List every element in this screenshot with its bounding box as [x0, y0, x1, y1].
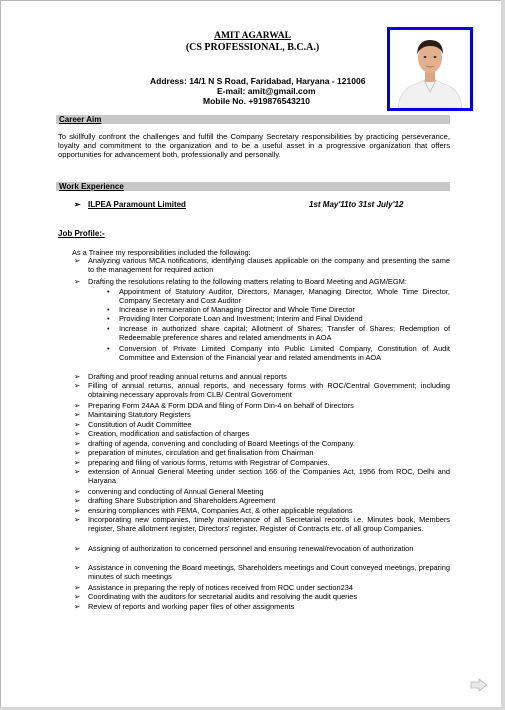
- dot-bullet-icon: •: [107, 314, 110, 323]
- sub-list-item: • Appointment of Statutory Auditor, Directors, Manager, Managing Director, Whole Time Director, Company Secretary and Cost Auditor: [107, 287, 450, 305]
- arrow-bullet-icon: ➢: [74, 487, 81, 496]
- arrow-bullet-icon: ➢: [74, 515, 81, 524]
- arrow-bullet-icon: ➢: [74, 410, 81, 419]
- arrow-bullet-icon: ➢: [74, 429, 81, 438]
- arrow-bullet-icon: ➢: [74, 467, 81, 476]
- list-item: ➢ Drafting the resolutions relating to the following matters relating to Board Meeting and AGM/EGM:: [74, 277, 407, 286]
- dot-bullet-icon: •: [107, 344, 110, 353]
- page-shadow-right: [501, 0, 505, 710]
- email-line: E-mail: amit@gmail.com: [217, 86, 316, 96]
- dot-bullet-icon: •: [107, 324, 110, 333]
- arrow-bullet-icon: ➢: [74, 256, 81, 265]
- employment-dates: 1st May'11to 31st July'12: [309, 200, 404, 209]
- list-item: ➢ Analyzing various MCA notifications, identifying clauses applicable on the company and presenting the same to the management for required action: [74, 256, 450, 274]
- company-name: ILPEA Paramount Limited: [88, 200, 186, 209]
- career-aim-heading: Career Aim: [59, 115, 102, 124]
- arrow-bullet-icon: ➢: [74, 544, 81, 553]
- arrow-bullet-icon: ➢: [74, 506, 81, 515]
- arrow-bullet-icon: ➢: [74, 592, 81, 601]
- job-profile-intro: As a Trainee my responsibilities included the following:: [72, 248, 251, 257]
- list-item: ➢ Maintaining Statutory Registers: [74, 410, 191, 419]
- list-item: ➢ Assigning of authorization to concerned personnel and ensuring renewal/revocation of authorization: [74, 544, 414, 553]
- arrow-bullet-icon: ➢: [74, 277, 81, 286]
- arrow-bullet-icon: ➢: [74, 200, 81, 209]
- list-item: ➢ preparing and filing of various forms, returns with Registrar of Companies.: [74, 458, 330, 467]
- arrow-bullet-icon: ➢: [74, 563, 81, 572]
- list-item: ➢ convening and conducting of Annual General Meeting: [74, 487, 264, 496]
- list-item: ➢ Assistance in convening the Board meetings, Shareholders meetings and Court conveyed meetings, preparing minutes of such meetings: [74, 563, 450, 581]
- mobile-line: Mobile No. +919876543210: [203, 96, 311, 106]
- list-item: ➢ extension of Annual General Meeting under section 166 of the Companies Act, 1956 from ROC, Delhi and Haryana: [74, 467, 450, 485]
- arrow-bullet-icon: ➢: [74, 420, 81, 429]
- dot-bullet-icon: •: [107, 287, 110, 296]
- sub-list-item: • Increase in authorized share capital; Allotment of Shares; Transfer of Shares; Redemption of Redeemable preference shares and related amendments in AOA: [107, 324, 450, 342]
- dot-bullet-icon: •: [107, 305, 110, 314]
- arrow-bullet-icon: ➢: [74, 448, 81, 457]
- sub-list-item: • Increase in remuneration of Managing Director and Whole Time Director: [107, 305, 355, 314]
- list-item: ➢ ensuring compliances with FEMA, Companies Act, & other applicable regulations: [74, 506, 353, 515]
- sub-list-item: • Providing Inter Corporate Loan and Investment; Interim and Final Dividend: [107, 314, 363, 323]
- career-aim-text: To skillfully confront the challenges and fulfill the Company Secretary responsibilities by practicing perseverance, loyalty and commitment to the organization and to be a useful asset in a progressive organization that offers opportunities for advancement both, professionally and personally.: [58, 132, 450, 160]
- career-aim-heading-bar: [56, 115, 450, 124]
- arrow-bullet-icon: ➢: [74, 401, 81, 410]
- next-page-arrow-icon[interactable]: [470, 678, 488, 692]
- person-photo-icon: [390, 30, 470, 108]
- list-item: ➢ Filling of annual returns, annual reports, and necessary forms with ROC/Central Government; including obtaining necessary approvals from CLB/ Central Government: [74, 381, 450, 399]
- list-item: ➢ Creation, modification and satisfaction of charges: [74, 429, 250, 438]
- work-experience-heading: Work Experience: [59, 182, 124, 191]
- sub-list-item: • Conversion of Private Limited Company into Public Limited Company, Constitution of Audit Committee and Extension of the Financial year and related amendments in AOA: [107, 344, 450, 362]
- address-line: Address: 14/1 N S Road, Faridabad, Haryana - 121006: [150, 76, 366, 86]
- list-item: ➢ preparation of minutes, circulation and get finalisation from Chairman: [74, 448, 314, 457]
- arrow-bullet-icon: ➢: [74, 439, 81, 448]
- list-item: ➢ Coordinating with the auditors for secretarial audits and resolving the audit queries: [74, 592, 358, 601]
- arrow-bullet-icon: ➢: [74, 372, 81, 381]
- candidate-name: AMIT AGARWAL: [214, 31, 291, 41]
- list-item: ➢ drafting of agenda, convening and concluding of Board Meetings of the Company.: [74, 439, 355, 448]
- list-item: ➢ Assistance in preparing the reply of notices received from ROC under section234: [74, 583, 353, 592]
- job-profile-heading: Job Profile:-: [58, 229, 105, 238]
- list-item: ➢ Review of reports and working paper files of other assignments: [74, 602, 295, 611]
- list-item: ➢ drafting Share Subscription and Shareholders Agreement: [74, 496, 276, 505]
- arrow-bullet-icon: ➢: [74, 458, 81, 467]
- work-experience-heading-bar: [56, 182, 450, 191]
- candidate-title: (CS PROFESSIONAL, B.C.A.): [185, 42, 320, 53]
- arrow-bullet-icon: ➢: [74, 381, 81, 390]
- arrow-bullet-icon: ➢: [74, 496, 81, 505]
- list-item: ➢ Drafting and proof reading annual returns and annual reports: [74, 372, 287, 381]
- list-item: ➢ Preparing Form 24AA & Form DDA and filing of Form Din-4 on behalf of Directors: [74, 401, 354, 410]
- profile-photo: [387, 27, 473, 111]
- list-item: ➢ Constitution of Audit Committee: [74, 420, 192, 429]
- arrow-bullet-icon: ➢: [74, 602, 81, 611]
- list-item: ➢ Incorporating new companies, timely maintenance of all Secretarial records i.e. Minutes book, Members register, Share allotment register, Directors' register, Register of Contracts etc. of all group Companies.: [74, 515, 450, 533]
- arrow-bullet-icon: ➢: [74, 583, 81, 592]
